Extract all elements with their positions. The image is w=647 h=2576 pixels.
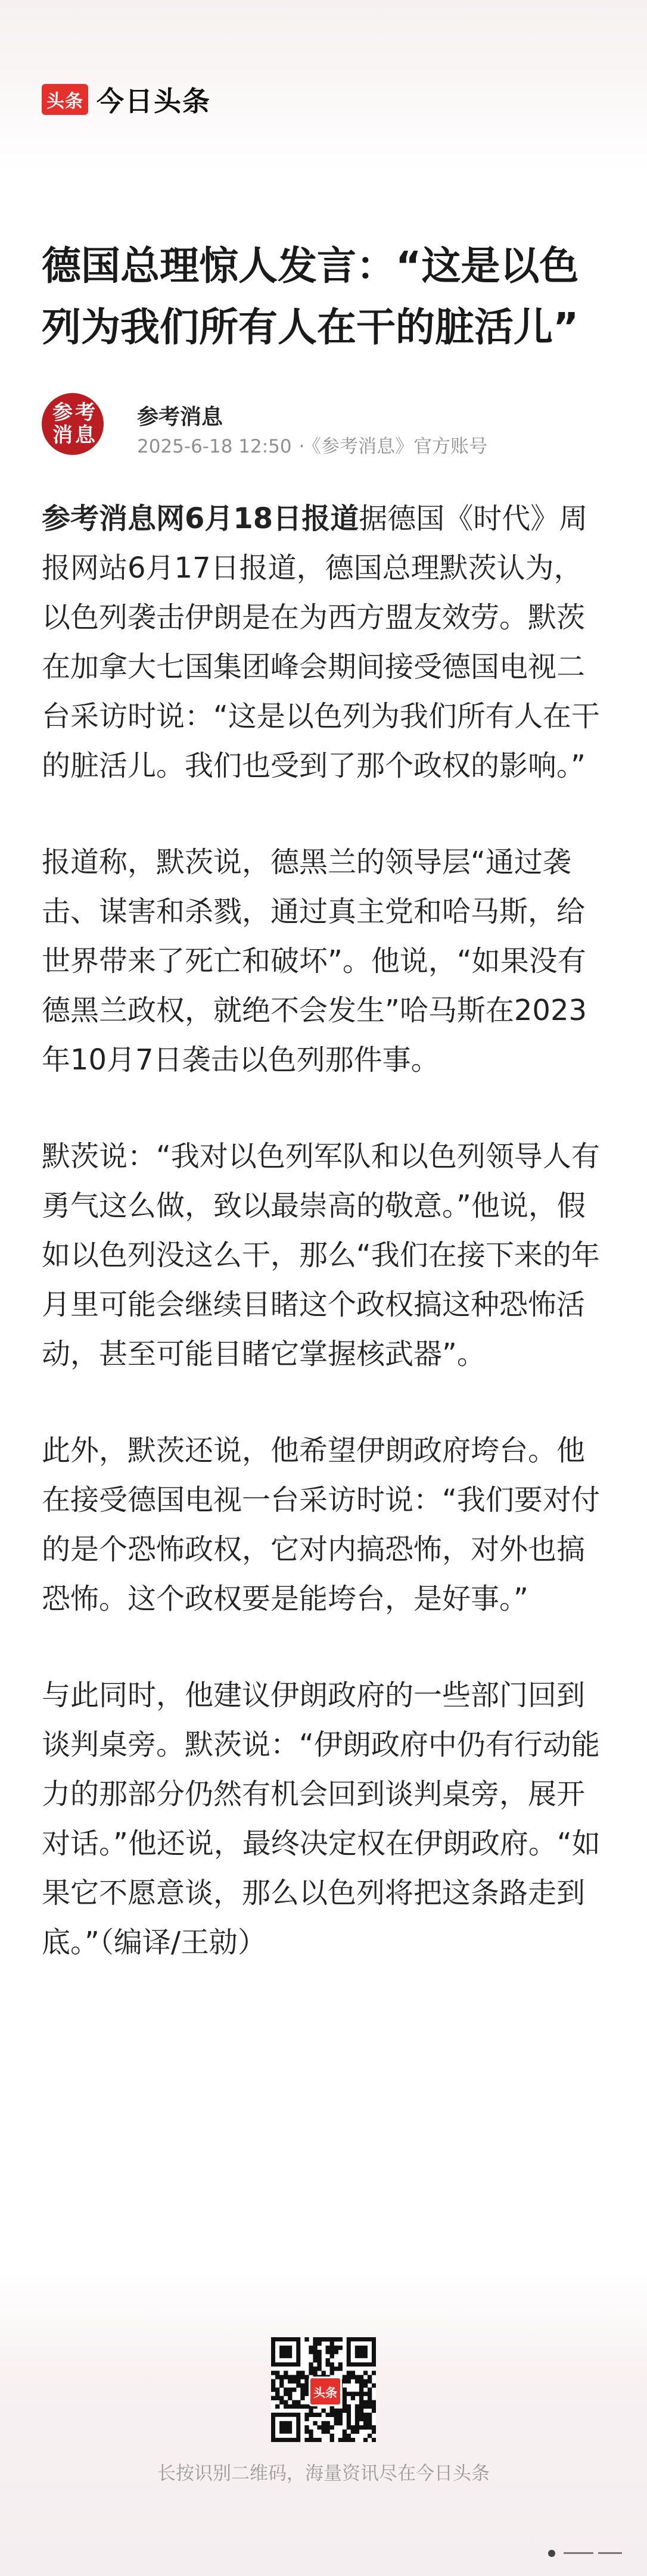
article-body [42,494,608,2014]
home-indicator-bar [564,2552,593,2554]
toutiao-logo-icon: 头条 [42,84,88,115]
home-indicator-bar [598,2552,622,2554]
footer-caption: 长按识别二维码，海量资讯尽在今日头条 [157,2463,490,2484]
home-indicator-dot [548,2550,555,2557]
article-paragraph [42,494,608,791]
author-meta [137,431,487,458]
article-title: 德国总理惊人发言：“这是以色列为我们所有人在干的脏活儿” [42,243,579,350]
author-avatar[interactable] [42,393,104,455]
avatar-char-3: 消 [52,423,73,447]
app-name: 今日头条 [97,85,211,117]
home-indicator [548,2550,632,2558]
author-bar [42,393,608,464]
article-paragraph: 报道称，默茨说，德黑兰的领导层“通过袭击、谋害和杀戮，通过真主党和哈马斯，给世界带来了死亡和破坏”。他说，“如果没有德黑兰政权，就绝不会发生”哈马斯在2023年10月7日袭击以色列那件事。 [42,846,587,1077]
avatar-char-2: 考 [75,401,95,425]
article-paragraph: 默茨说：“我对以色列军队和以色列领导人有勇气这么做，致以最崇高的敬意。”他说，假如以色列没这么干，那么“我们在接下来的年月里可能会继续目睹这个政权搞这种恐怖活动，甚至可能目睹它掌握核武器”。 [42,1140,600,1371]
paragraph-text: 据德国《时代》周报网站6月17日报道，德国总理默茨认为，以色列袭击伊朗是在为西方盟友效劳。默茨在加拿大七国集团峰会期间接受德国电视二台采访时说：“这是以色列为我们所有人在干的脏活儿。我们也受到了那个政权的影响。” [42,502,600,782]
article-paragraph: 与此同时，他建议伊朗政府的一些部门回到谈判桌旁。默茨说：“伊朗政府中仍有行动能力的那部分仍然有机会回到谈判桌旁，展开对话。”他还说，最终决定权在伊朗政府。“如果它不愿意谈，那么以色列将把这条路走到底。”（编译/王勍） [42,1679,601,1959]
avatar-char-1: 参 [52,401,73,425]
qr-code[interactable] [271,2337,376,2442]
article-lead: 参考消息网6月18日报道 [42,502,359,535]
publish-datetime: 2025-6-18 12:50 [137,436,292,457]
qr-logo-badge: 头条 [309,2377,342,2406]
article-paragraph: 此外，默茨还说，他希望伊朗政府垮台。他在接受德国电视一台采访时说：“我们要对付的是个恐怖政权，它对内搞恐怖，对外也搞恐怖。这个政权要是能垮台，是好事。” [42,1434,600,1616]
meta-separator: · [298,436,305,457]
author-source: 《参考消息》官方账号 [312,436,487,457]
app-brand[interactable] [42,83,211,116]
avatar-char-4: 息 [75,423,95,447]
author-name[interactable]: 参考消息 [137,405,223,429]
